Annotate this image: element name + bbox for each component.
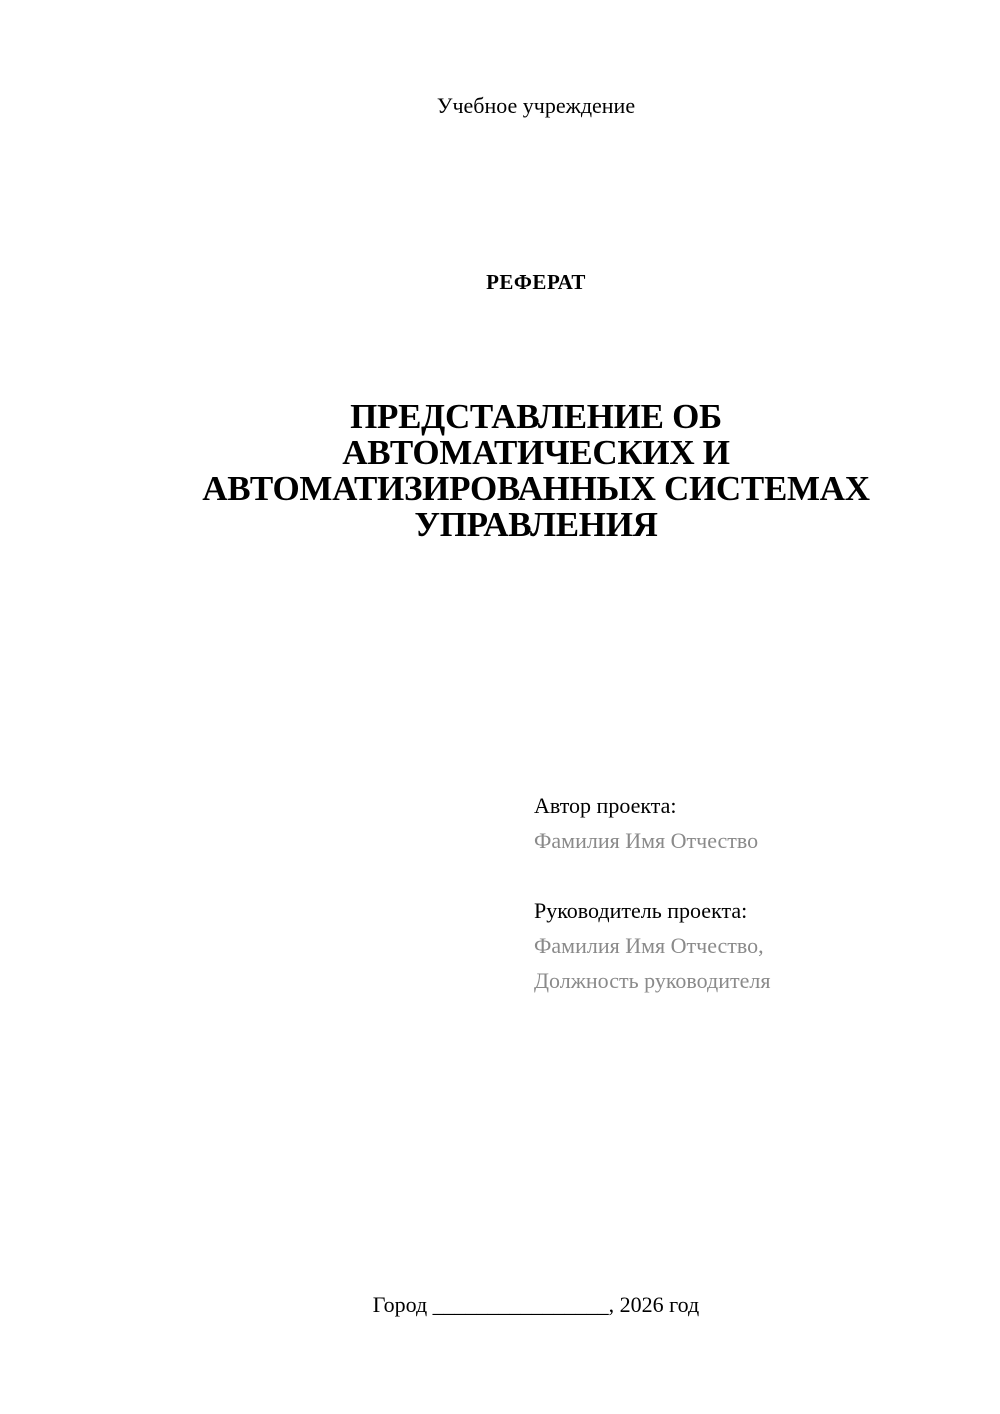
year-text: , 2026 год	[608, 1292, 700, 1317]
city-year-line	[0, 1291, 1000, 1319]
supervisor-name: Фамилия Имя Отчество,	[534, 933, 764, 958]
author-label: Автор проекта:	[534, 793, 677, 818]
institution-name: Учебное учреждение	[436, 93, 636, 118]
document-title	[130, 399, 942, 543]
title-line: ПРЕДСТАВЛЕНИЕ ОБ	[350, 397, 722, 436]
title-line: АВТОМАТИЧЕСКИХ И	[342, 433, 730, 472]
city-label: Город	[372, 1292, 428, 1317]
author-name: Фамилия Имя Отчество	[534, 828, 759, 853]
spacer	[534, 858, 974, 893]
title-line: АВТОМАТИЗИРОВАННЫХ СИСТЕМАХ	[202, 469, 870, 508]
supervisor-label: Руководитель проекта:	[534, 898, 748, 923]
project-info-block	[534, 788, 974, 998]
city-blank: ________________	[432, 1292, 609, 1317]
title-line: УПРАВЛЕНИЯ	[414, 505, 658, 544]
document-type: РЕФЕРАТ	[486, 270, 586, 294]
supervisor-position: Должность руководителя	[534, 968, 771, 993]
